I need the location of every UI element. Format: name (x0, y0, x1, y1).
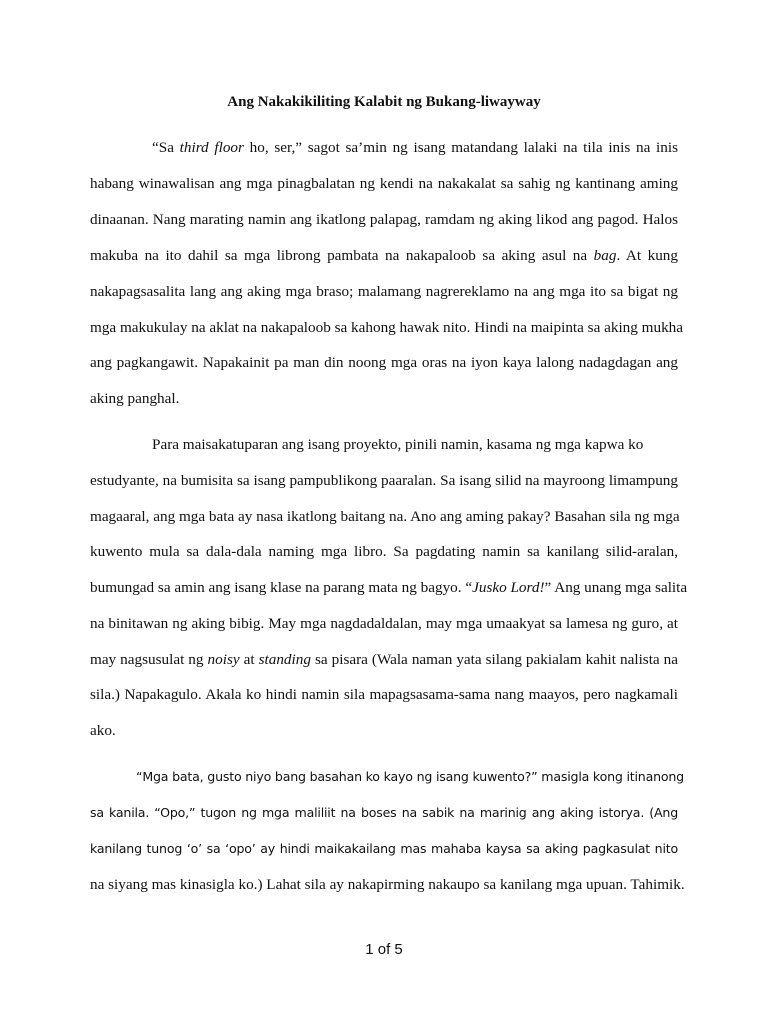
paragraph-2-line-5 (90, 577, 688, 599)
paragraph-2-line-7 (90, 649, 678, 671)
paragraph-1-line-5: nakapagsasalita lang ang aking mga braso; malamang nagrereklamo na ang mga ito sa bigat ng (90, 283, 678, 300)
paragraph-3-line-4: na siyang mas kinasigla ko.) Lahat sila ay nakapirming nakaupo sa kanilang mga upuan. Tahimik. (90, 876, 685, 893)
paragraph-2-line-6: na binitawan ng aking bibig. May mga nagdadaldalan, may mga umaakyat sa lamesa ng guro, at (90, 615, 678, 632)
paragraph-1-line-7: ang pagkangawit. Napakainit pa man din noong mga oras na iyon kaya lalong nadagdagan ang (90, 354, 678, 371)
text-run: . At kung (616, 247, 678, 264)
paragraph-2-line-4: kuwento mula sa dala-dala naming mga libro. Sa pagdating namin sa kanilang silid-aralan, (90, 543, 678, 560)
text-run: ho, ser,” sagot sa’min ng isang matandang lalaki na tila inis na inis (243, 139, 678, 156)
text-run: “Sa (152, 139, 180, 156)
italic-text-run: noisy (207, 651, 240, 668)
italic-text-run: third floor (179, 139, 244, 156)
paragraph-3-line-3: kanilang tunog ‘o’ sa ‘opo’ ay hindi maikakailang mas mahaba kaysa sa aking pagkasulat nito (90, 841, 678, 856)
paragraph-3-line-2: sa kanila. “Opo,” tugon ng mga maliliit na boses na sabik na marinig ang aking istorya. (Ang (90, 805, 678, 820)
page-indicator: 1 of 5 (365, 941, 403, 958)
italic-text-run: bag (593, 247, 617, 264)
paragraph-2-line-1: Para maisakatuparan ang isang proyekto, pinili namin, kasama ng mga kapwa ko (152, 436, 644, 453)
paragraph-2-line-8: sila.) Napakagulo. Akala ko hindi namin sila mapagsasama-sama nang maayos, pero nagkamali (90, 686, 678, 703)
text-run: makuba na ito dahil sa mga librong pambata na nakapaloob sa aking asul na (90, 247, 594, 264)
paragraph-2-line-2: estudyante, na bumisita sa isang pampublikong paaralan. Sa isang silid na mayroong limampung (90, 472, 678, 489)
paragraph-1-line-4 (90, 245, 678, 267)
paragraph-1-line-8: aking panghal. (90, 390, 180, 407)
paragraph-1-line-1 (152, 137, 678, 159)
text-run: ” Ang unang mga salita (544, 579, 688, 596)
text-run: bumungad sa amin ang isang klase na parang mata ng bagyo. “ (90, 579, 473, 596)
paragraph-3-line-1: “Mga bata, gusto niyo bang basahan ko kayo ng isang kuwento?” masigla kong itinanong (136, 769, 684, 784)
text-run: at (239, 651, 259, 668)
italic-text-run: standing (258, 651, 311, 668)
text-run: may nagsusulat ng (90, 651, 208, 668)
paragraph-1-line-3: dinaanan. Nang marating namin ang ikatlong palapag, ramdam ng aking likod ang pagod. Halos (90, 211, 678, 228)
document-title: Ang Nakakikiliting Kalabit ng Bukang-liwayway (227, 94, 541, 110)
paragraph-2-line-9: ako. (90, 722, 116, 739)
paragraph-1-line-2: habang winawalisan ang mga pinagbalatan ng kendi na nakakalat sa sahig ng kantinang aming (90, 175, 678, 192)
italic-text-run: Jusko Lord! (472, 579, 545, 596)
paragraph-2-line-3: magaaral, ang mga bata ay nasa ikatlong baitang na. Ano ang aming pakay? Basahan sila ng mga (90, 508, 680, 525)
paragraph-1-line-6: mga makukulay na aklat na nakapaloob sa kahong hawak nito. Hindi na maipinta sa aking mukha (90, 319, 683, 336)
text-run: sa pisara (Wala naman yata silang pakialam kahit nalista na (310, 651, 679, 668)
